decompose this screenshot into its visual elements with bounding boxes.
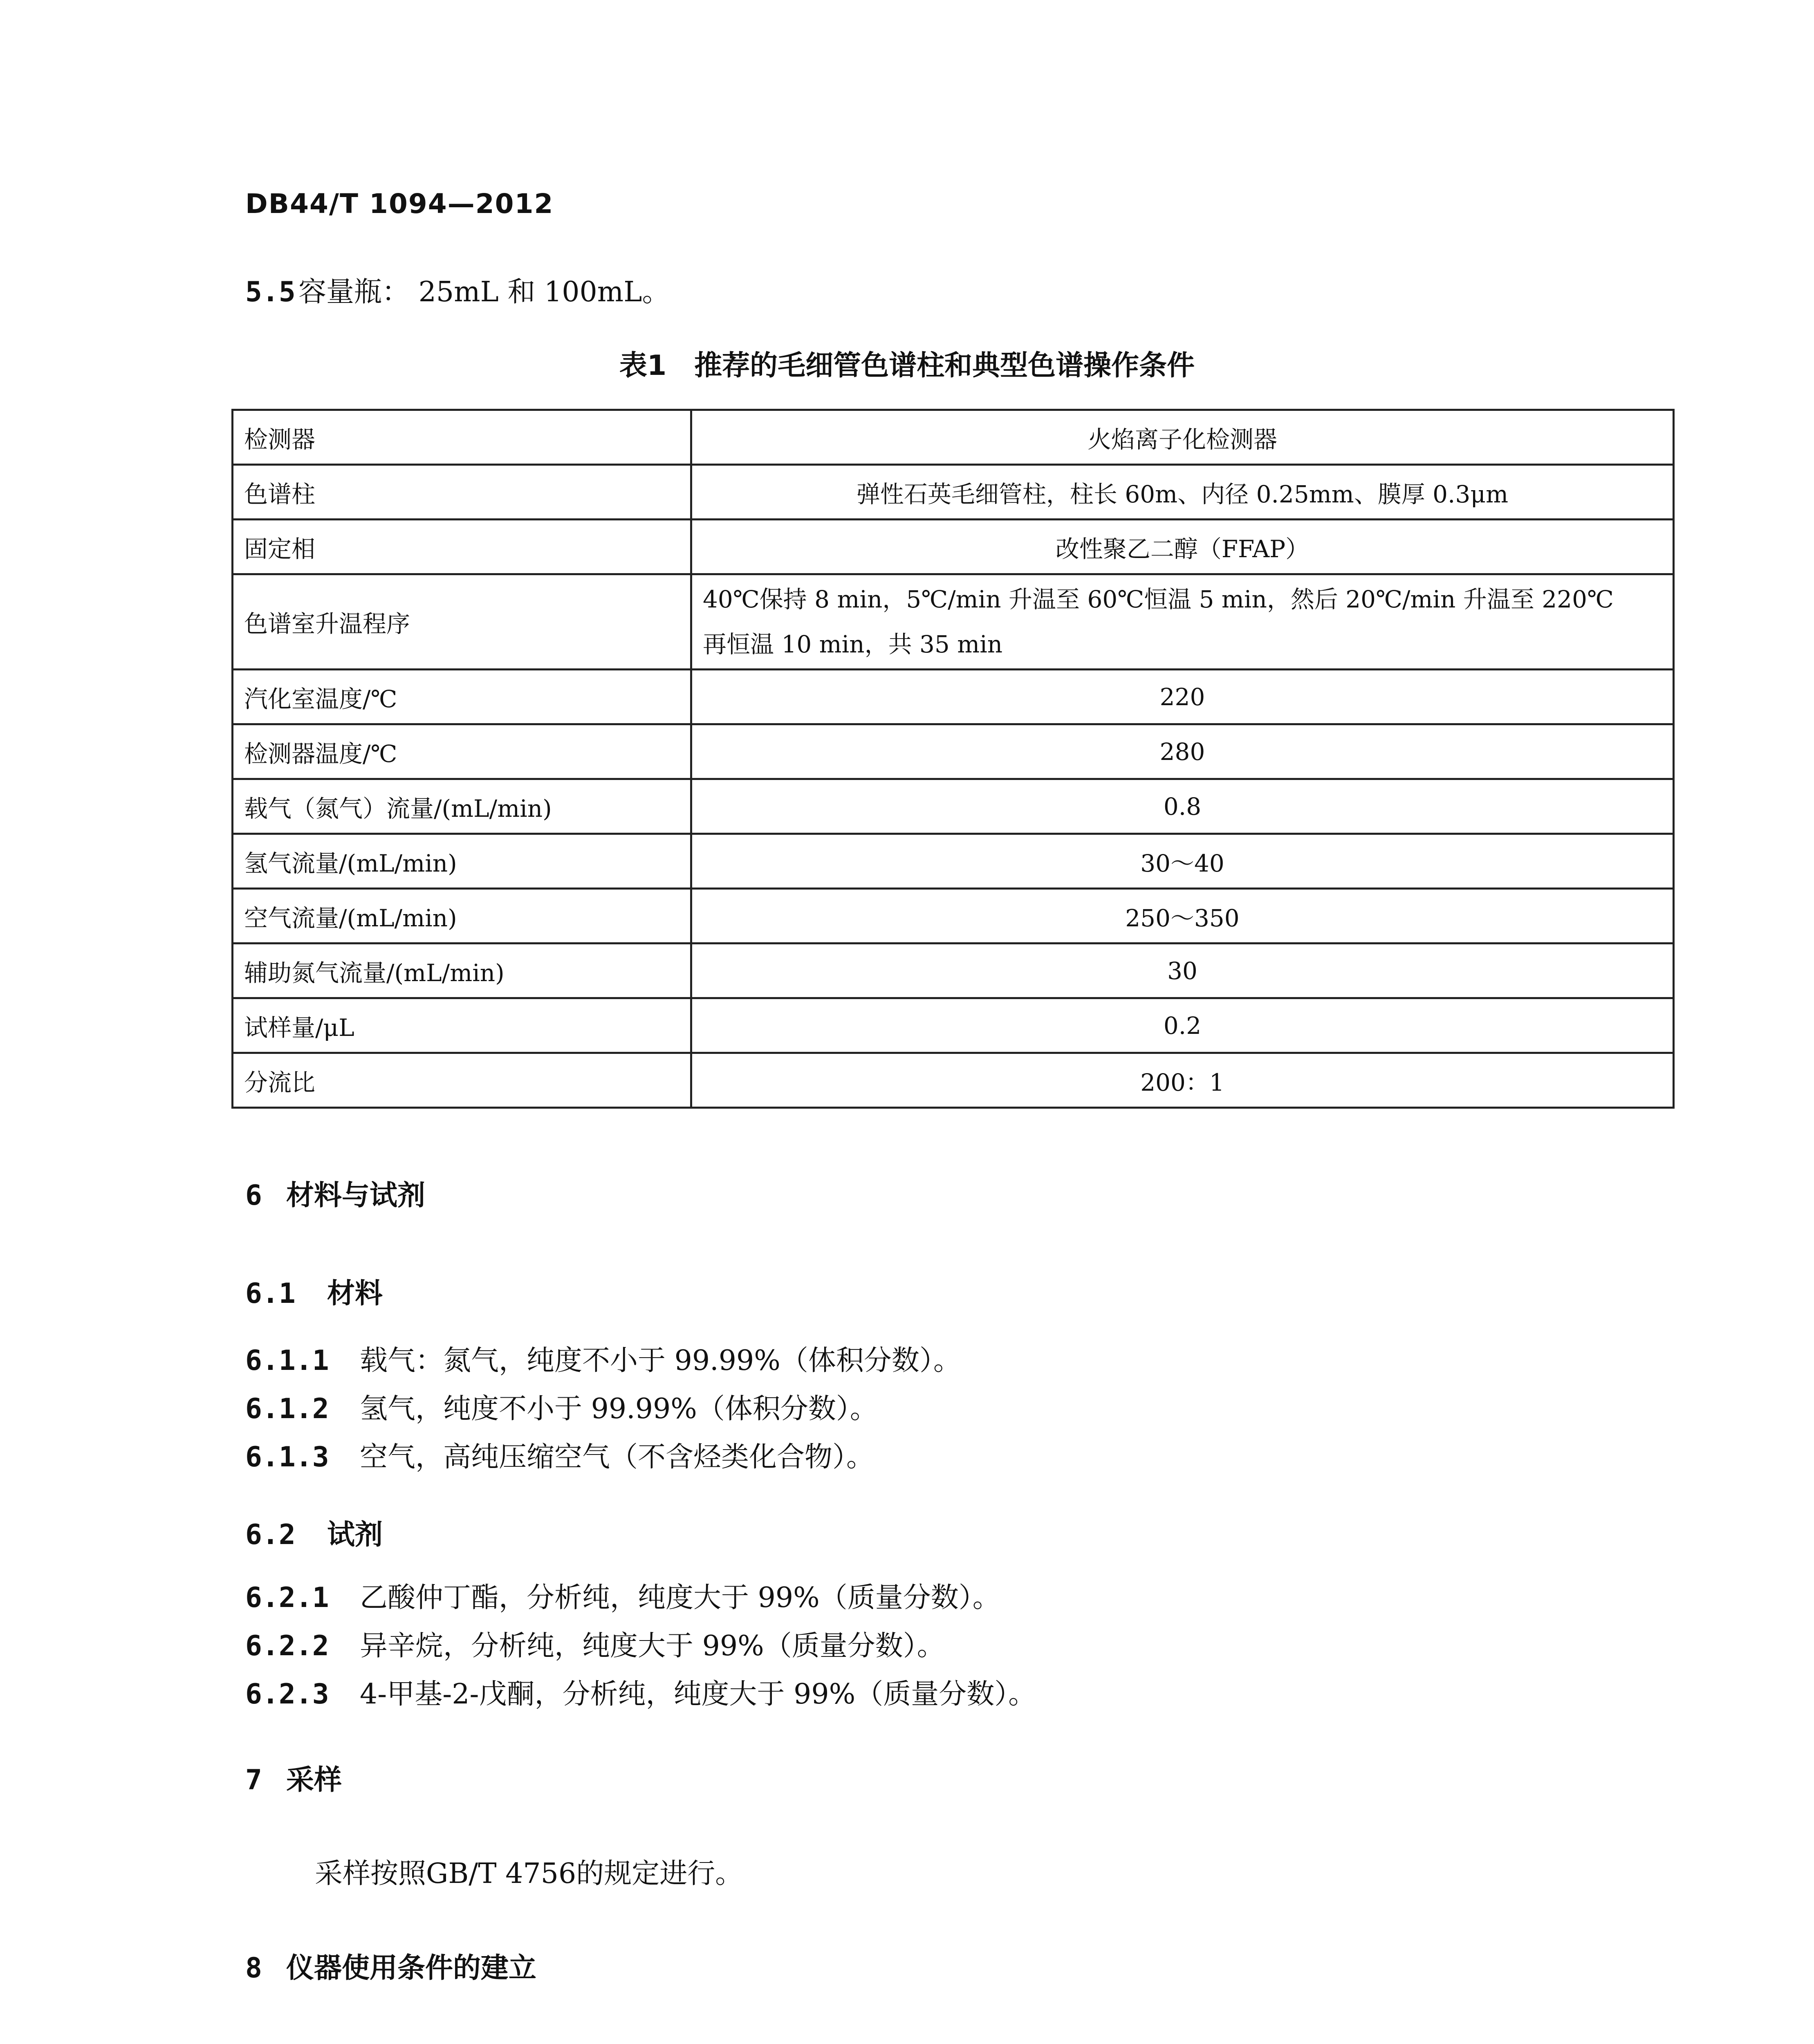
row-value: 220 [691,670,1674,724]
row-value [691,574,1674,670]
section-8-1-heading [245,2042,466,2044]
row-label: 检测器温度/℃ [233,724,691,779]
clause-5-5 [245,276,670,309]
clause-text: 异辛烷，分析纯，纯度大于 99%（质量分数）。 [360,1630,945,1662]
row-value-line-2: 再恒温 10 min，共 35 min [703,630,1003,658]
row-value-line-1: 40℃保持 8 min，5℃/min 升温至 60℃恒温 5 min，然后 20℃/min 升温至 220℃ [703,585,1614,613]
row-value: 30 [691,944,1674,998]
operating-conditions-table [231,409,1675,1109]
clause-text: 载气：氮气，纯度不小于 99.99%（体积分数）。 [360,1345,961,1377]
row-label: 空气流量/(mL/min) [233,889,691,944]
table-row [233,670,1674,724]
clause-number: 6.1.3 [245,1441,329,1473]
clause-number: 6.1.2 [245,1393,329,1425]
row-label: 载气（氮气）流量/(mL/min) [233,779,691,834]
section-number: 6.2 [245,1519,296,1551]
row-value: 30～40 [691,834,1674,889]
table-row [233,889,1674,944]
row-value: 200：1 [691,1053,1674,1108]
table-row [233,724,1674,779]
section-title: 材料 [327,1278,383,1310]
clause-number: 6.2.1 [245,1582,329,1614]
table-row [233,520,1674,574]
table-row [233,998,1674,1053]
row-value: 火焰离子化检测器 [691,410,1674,465]
clause-text: 4-甲基-2-戊酮，分析纯，纯度大于 99%（质量分数）。 [360,1678,1036,1710]
table-row [233,1053,1674,1108]
section-number: 6.1 [245,1278,296,1310]
section-title: 采样 [286,1764,342,1796]
clause-6-1-2 [245,1385,878,1433]
clause-6-1-3 [245,1433,874,1481]
document-code: DB44/T 1094—2012 [245,188,554,220]
section-6-heading [245,1173,425,1213]
section-title: 试剂 [327,1519,383,1551]
section-number: 8 [245,1952,262,1984]
row-value: 250～350 [691,889,1674,944]
row-label: 汽化室温度/℃ [233,670,691,724]
clause-text: 容量瓶： 25mL 和 100mL。 [298,276,670,308]
row-label: 色谱柱 [233,465,691,520]
section-number: 7 [245,1764,262,1796]
table-row [233,410,1674,465]
row-value: 改性聚乙二醇（FFAP） [691,520,1674,574]
table-row [233,944,1674,998]
row-label: 检测器 [233,410,691,465]
table-title: 表1 推荐的毛细管色谱柱和典型色谱操作条件 [619,350,1195,382]
row-value: 280 [691,724,1674,779]
clause-text: 氢气，纯度不小于 99.99%（体积分数）。 [360,1393,878,1425]
table-row [233,834,1674,889]
row-label: 氢气流量/(mL/min) [233,834,691,889]
clause-number: 6.2.3 [245,1678,329,1710]
row-value: 弹性石英毛细管柱，柱长 60m、内径 0.25mm、膜厚 0.3μm [691,465,1674,520]
row-value: 0.2 [691,998,1674,1053]
clause-6-2-2 [245,1622,945,1670]
section-8-heading [245,1946,536,1986]
section-6-1-heading [245,1271,383,1311]
clause-number: 6.1.1 [245,1345,329,1377]
section-title: 仪器使用条件的建立 [286,1952,537,1984]
table-row [233,465,1674,520]
row-label: 色谱室升温程序 [233,574,691,670]
section-6-2-heading [245,1513,383,1552]
clause-6-2-3 [245,1670,1036,1719]
row-label: 辅助氮气流量/(mL/min) [233,944,691,998]
section-7-text: 采样按照GB/T 4756的规定进行。 [315,1858,743,1890]
row-value: 0.8 [691,779,1674,834]
table-row [233,779,1674,834]
clause-number: 6.2.2 [245,1630,329,1662]
row-label: 分流比 [233,1053,691,1108]
table-row [233,574,1674,670]
clause-number: 5.5 [245,276,296,308]
clause-text: 空气，高纯压缩空气（不含烃类化合物）。 [360,1441,874,1473]
section-number: 6 [245,1179,262,1212]
row-label: 试样量/μL [233,998,691,1053]
clause-text: 乙酸仲丁酯，分析纯，纯度大于 99%（质量分数）。 [360,1582,1000,1614]
clause-6-1-1 [245,1337,961,1385]
section-7-heading [245,1758,342,1797]
row-label: 固定相 [233,520,691,574]
section-title: 材料与试剂 [286,1179,426,1212]
clause-6-2-1 [245,1574,1000,1622]
